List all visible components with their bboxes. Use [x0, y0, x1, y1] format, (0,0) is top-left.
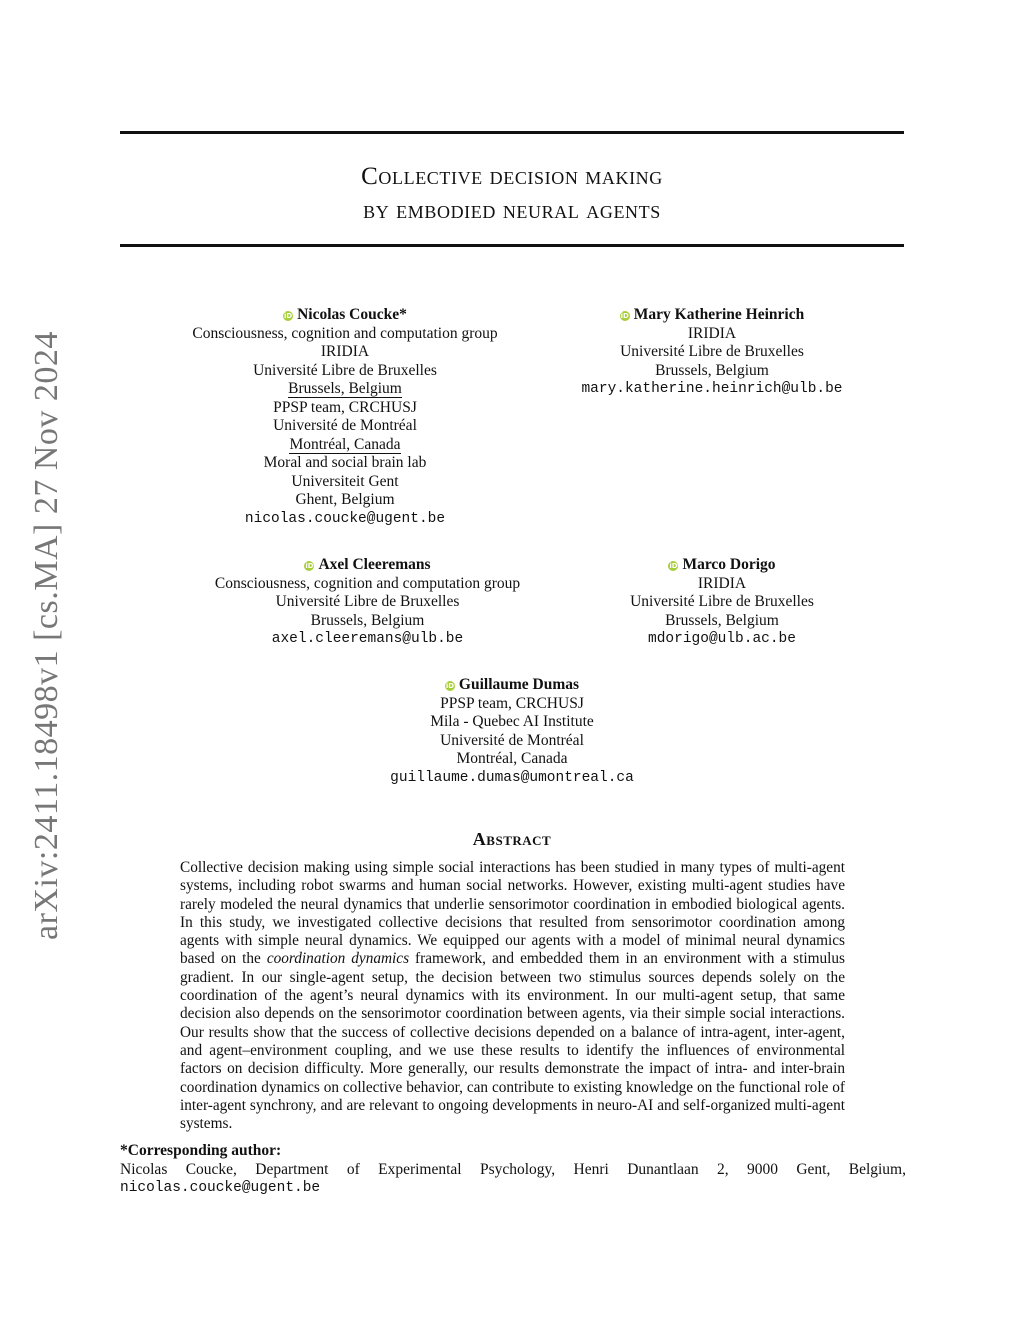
- corresponding-author-note: [120, 1142, 906, 1198]
- affiliation-line: PPSP team, CRCHUSJ: [273, 398, 417, 416]
- affiliation-location: Brussels, Belgium: [288, 380, 402, 397]
- author-block-dumas: [372, 676, 652, 787]
- title-line-2: by embodied neural agents: [363, 197, 661, 224]
- author-block-cleeremans: [200, 556, 535, 649]
- affiliation-line: Mila - Quebec AI Institute: [430, 713, 594, 730]
- corresponding-author-address: Nicolas Coucke, Department of Experimental Psychology, Henri Dunantlaan 2, 9000 Gent, Belgium,: [120, 1160, 906, 1178]
- affiliation-line: IRIDIA: [697, 574, 747, 592]
- abstract-text: Collective decision making using simple social interactions has been studied in many types of multi-agent systems, including robot swarms and human social networks. However, existing multi-agent studies have rarely modeled the neural dynamics that underlie sensorimotor coordination in embodied biological agents. In this study, we investigated collective decisions that resulted from sensorimotor coordination among agents with simple neural dynamics. We equipped our agents with a model of minimal neural dynamics based on the: [180, 859, 845, 968]
- abstract-text: framework, and embedded them in an environment with a stimulus gradient. In our single-agent setup, the decision between two stimulus sources depends solely on the coordination of the agent’s neural dynamics with its environment. In our multi-agent setup, that same decision also depends on the sensorimotor coordination between agents, via their simple social interactions. Our results show that the success of collective decisions depended on a balance of intra-agent, inter-agent, and agent–environment coupling, and we use these results to identify the influences of environmental factors on decision difficulty. More generally, our results demonstrate the impact of intra- and inter-brain coordination dynamics on collective behavior, can contribute to existing knowledge on the functional role of inter-agent synchrony, and are relevant to ongoing developments in neuro-AI and self-organized multi-agent systems.: [180, 950, 845, 1133]
- title-line-1: Collective decision making: [361, 163, 663, 190]
- affiliation-location: Montréal, Canada: [289, 435, 401, 453]
- affiliation-line: Université Libre de Bruxelles: [275, 593, 460, 610]
- affiliation-line: Brussels, Belgium: [310, 611, 425, 629]
- abstract-heading: Abstract: [472, 829, 552, 849]
- author-name: Marco Dorigo: [682, 556, 776, 573]
- author-email[interactable]: mdorigo@ulb.ac.be: [648, 631, 796, 647]
- affiliation-line: Consciousness, cognition and computation group: [214, 574, 521, 592]
- abstract-body: [180, 859, 845, 1133]
- affiliation-line: Universiteit Gent: [291, 472, 399, 490]
- arxiv-identifier: arXiv:2411.18498v1 [cs.MA] 27 Nov 2024: [28, 331, 65, 940]
- author-email[interactable]: mary.katherine.heinrich@ulb.be: [581, 381, 843, 397]
- affiliation-line: Université Libre de Bruxelles: [630, 593, 814, 610]
- orcid-icon[interactable]: iD: [620, 312, 629, 320]
- title-top-rule: [120, 131, 904, 134]
- corresponding-author-email[interactable]: nicolas.coucke@ugent.be: [120, 1180, 321, 1196]
- author-name: Guillaume Dumas: [458, 676, 580, 693]
- author-block-dorigo: [612, 556, 832, 649]
- affiliation-line: IRIDIA: [687, 324, 737, 342]
- corresponding-author-heading: *Corresponding author:: [120, 1142, 282, 1159]
- author-email[interactable]: nicolas.coucke@ugent.be: [244, 510, 446, 527]
- orcid-icon[interactable]: iD: [283, 312, 293, 320]
- author-name: Mary Katherine Heinrich: [633, 306, 805, 323]
- affiliation-line: Université Libre de Bruxelles: [620, 343, 804, 360]
- affiliation-line: Montréal, Canada: [456, 750, 568, 767]
- author-name: Nicolas Coucke*: [297, 306, 407, 323]
- orcid-icon[interactable]: iD: [305, 562, 314, 570]
- affiliation-line: Université Libre de Bruxelles: [253, 361, 437, 379]
- affiliation-line: Université de Montréal: [440, 731, 584, 749]
- author-block-heinrich: [562, 306, 862, 399]
- title-bottom-rule: [120, 244, 904, 247]
- author-email[interactable]: guillaume.dumas@umontreal.ca: [390, 769, 634, 786]
- affiliation-line: IRIDIA: [320, 343, 370, 360]
- affiliation-line: Brussels, Belgium: [655, 361, 769, 379]
- orcid-icon[interactable]: iD: [669, 562, 678, 570]
- affiliation-line: Brussels, Belgium: [665, 611, 779, 629]
- affiliation-line: PPSP team, CRCHUSJ: [440, 694, 584, 712]
- affiliation-line: Université de Montréal: [273, 417, 417, 434]
- abstract-emphasis: coordination dynamics: [266, 950, 410, 968]
- affiliation-line: Ghent, Belgium: [295, 491, 395, 508]
- author-block-coucke: [180, 306, 510, 528]
- author-email[interactable]: axel.cleeremans@ulb.be: [271, 631, 464, 647]
- orcid-icon[interactable]: iD: [445, 682, 455, 690]
- author-name: Axel Cleeremans: [318, 556, 431, 573]
- paper-title: [120, 160, 904, 228]
- affiliation-line: Consciousness, cognition and computation group: [192, 324, 498, 342]
- affiliation-line: Moral and social brain lab: [263, 454, 427, 471]
